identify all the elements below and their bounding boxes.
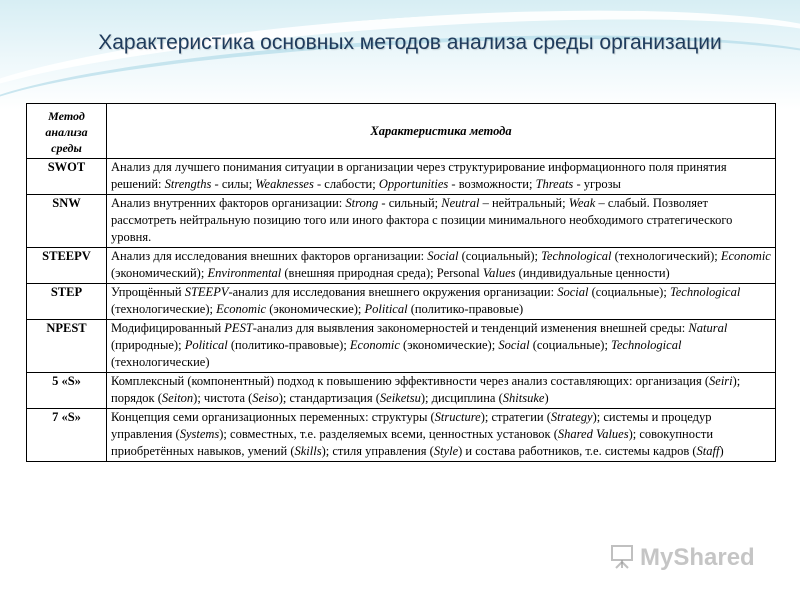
term-italic: Strengths <box>164 177 212 191</box>
term-italic: Social <box>557 285 589 299</box>
term-italic: Seiton <box>161 391 194 405</box>
description-text: ) <box>719 444 724 458</box>
term-italic: STEEPV <box>184 285 229 299</box>
methods-table <box>26 103 776 462</box>
term-italic: Shitsuke <box>502 391 545 405</box>
term-italic: Social <box>427 249 459 263</box>
description-text: (экономические); <box>266 302 365 316</box>
description-text: ); совокупности приобретённых навыков, умений ( <box>111 427 714 458</box>
description-text: (экономический); <box>111 266 208 280</box>
watermark <box>610 540 780 580</box>
description-text: (индивидуальные ценности) <box>515 266 670 280</box>
method-name-cell: SWOT <box>27 159 107 195</box>
term-italic: Political <box>184 338 228 352</box>
description-text: (социальные); <box>529 338 612 352</box>
description-text: ); стратегии ( <box>480 410 551 424</box>
description-text: Концепция семи организационных переменных: структуры ( <box>111 410 435 424</box>
description-text: Анализ внутренних факторов организации: <box>111 196 346 210</box>
term-italic: Political <box>364 302 408 316</box>
table-row <box>27 195 776 248</box>
description-text: - угрозы <box>573 177 621 191</box>
method-description-cell <box>107 409 776 462</box>
term-italic: PEST <box>224 321 253 335</box>
method-description-cell <box>107 320 776 373</box>
description-text: (политико-правовые) <box>407 302 524 316</box>
term-italic: Neutral <box>441 196 480 210</box>
description-text: ) <box>544 391 549 405</box>
method-name-cell: SNW <box>27 195 107 248</box>
description-text: Анализ для исследования внешних факторов организации: <box>111 249 428 263</box>
table-row <box>27 373 776 409</box>
term-italic: Seiri <box>709 374 733 388</box>
description-text: (внешняя природная среда); Personal <box>281 266 483 280</box>
description-text: ) и состава работников, т.е. системы кадров ( <box>458 444 697 458</box>
term-italic: Staff <box>696 444 720 458</box>
table-row <box>27 248 776 284</box>
method-description-cell <box>107 159 776 195</box>
term-italic: Opportunities <box>378 177 449 191</box>
description-text: ); стиля управления ( <box>321 444 434 458</box>
term-italic: Values <box>482 266 516 280</box>
term-italic: Strong <box>345 196 379 210</box>
term-italic: Economic <box>349 338 400 352</box>
term-italic: Environmental <box>207 266 282 280</box>
method-name-cell: 5 «S» <box>27 373 107 409</box>
table-row <box>27 320 776 373</box>
description-text: – нейтральный; <box>479 196 569 210</box>
description-text: ); совместных, т.е. разделяемых всеми, ценностных установок ( <box>219 427 558 441</box>
table-row <box>27 409 776 462</box>
description-text: Комплексный (компонентный) подход к повышению эффективности через анализ составляющих: организация ( <box>111 374 710 388</box>
term-italic: Skills <box>294 444 322 458</box>
term-italic: Weaknesses <box>255 177 314 191</box>
term-italic: Social <box>498 338 530 352</box>
term-italic: Natural <box>688 321 728 335</box>
method-name-cell: STEP <box>27 284 107 320</box>
description-text: ); стандартизация ( <box>278 391 380 405</box>
method-description-cell <box>107 373 776 409</box>
presentation-board-icon <box>610 544 634 570</box>
description-text: (экономические); <box>399 338 499 352</box>
term-italic: Structure <box>434 410 481 424</box>
description-text: Модифицированный <box>111 321 225 335</box>
description-text: - возможности; <box>448 177 536 191</box>
watermark-text: MyShared <box>640 544 755 571</box>
description-text: (природные); <box>111 338 185 352</box>
term-italic: Shared Values <box>557 427 629 441</box>
table-row <box>27 159 776 195</box>
description-text: (политико-правовые); <box>227 338 350 352</box>
slide-title: Характеристика основных методов анализа среды организации <box>98 31 722 54</box>
description-text: Анализ для лучшего понимания ситуации в организации через структурирование информационного поля принятия решений: <box>111 160 727 191</box>
method-description-cell <box>107 248 776 284</box>
method-description-cell <box>107 284 776 320</box>
description-text: -анализ для выявления закономерностей и тенденций изменения внешней среды: <box>252 321 689 335</box>
term-italic: Economic <box>216 302 267 316</box>
header-method: Метод анализа среды <box>27 104 107 159</box>
term-italic: Style <box>433 444 459 458</box>
term-italic: Seiketsu <box>379 391 421 405</box>
description-text: (технологические) <box>111 355 210 369</box>
description-text: (социальные); <box>588 285 670 299</box>
description-text: (социальный); <box>458 249 542 263</box>
term-italic: Threats <box>535 177 574 191</box>
description-text: – слабый. Позволяет рассмотреть нейтральную позицию того или иного фактора с позиции минимального необходимого стратегического уровня. <box>111 196 733 244</box>
description-text: - слабости; <box>313 177 379 191</box>
method-name-cell: STEEPV <box>27 248 107 284</box>
term-italic: Seiso <box>252 391 279 405</box>
term-italic: Strategy <box>550 410 593 424</box>
description-text: ); порядок ( <box>111 374 741 405</box>
table-row <box>27 284 776 320</box>
description-text: ); чистота ( <box>193 391 253 405</box>
term-italic: Economic <box>720 249 771 263</box>
description-text: - силы; <box>211 177 256 191</box>
term-italic: Systems <box>179 427 220 441</box>
term-italic: Technological <box>669 285 741 299</box>
description-text: Упрощённый <box>111 285 185 299</box>
term-italic: Technological <box>611 338 682 352</box>
description-text: ); дисциплина ( <box>420 391 503 405</box>
method-description-cell <box>107 195 776 248</box>
term-italic: Weak <box>568 196 596 210</box>
term-italic: Technological <box>541 249 612 263</box>
description-text: -анализ для исследования внешнего окружения организации: <box>228 285 558 299</box>
method-name-cell: NPEST <box>27 320 107 373</box>
description-text: (технологические); <box>111 302 217 316</box>
description-text: (технологический); <box>611 249 721 263</box>
description-text: ); системы и процедур управления ( <box>111 410 712 441</box>
header-description: Характеристика метода <box>107 104 776 159</box>
table-header-row <box>27 104 776 159</box>
description-text: - сильный; <box>378 196 442 210</box>
method-name-cell: 7 «S» <box>27 409 107 462</box>
